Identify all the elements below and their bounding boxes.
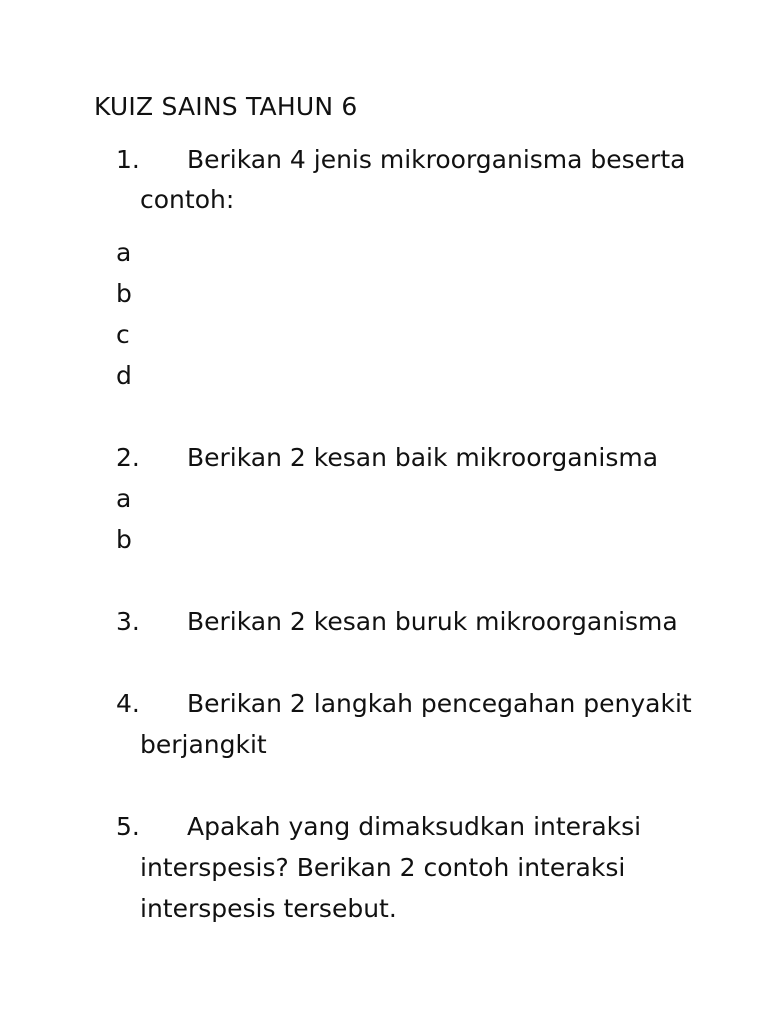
question-1-option-c: c [116,320,130,349]
question-1-text: Berikan 4 jenis mikroorganisma beserta [187,145,686,174]
question-1-option-b: b [116,279,132,308]
question-5-number: 5. [116,812,140,841]
question-5-text: Apakah yang dimaksudkan interaksi [187,812,642,841]
question-4-text: Berikan 2 langkah pencegahan penyakit [187,689,692,718]
question-1-option-a: a [116,238,132,267]
question-5-text-continued-2: interspesis tersebut. [140,894,397,923]
question-2-option-a: a [116,484,132,513]
question-1-number: 1. [116,145,140,174]
question-1-text-continued: contoh: [140,185,235,214]
question-2-number: 2. [116,443,140,472]
question-3-text: Berikan 2 kesan buruk mikroorganisma [187,607,678,636]
question-2-option-b: b [116,525,132,554]
question-1-option-d: d [116,361,132,390]
question-2-text: Berikan 2 kesan baik mikroorganisma [187,443,659,472]
question-4-number: 4. [116,689,140,718]
document-title: KUIZ SAINS TAHUN 6 [94,92,358,121]
question-5-text-continued-1: interspesis? Berikan 2 contoh interaksi [140,853,626,882]
question-4-text-continued: berjangkit [140,730,267,759]
question-3-number: 3. [116,607,140,636]
